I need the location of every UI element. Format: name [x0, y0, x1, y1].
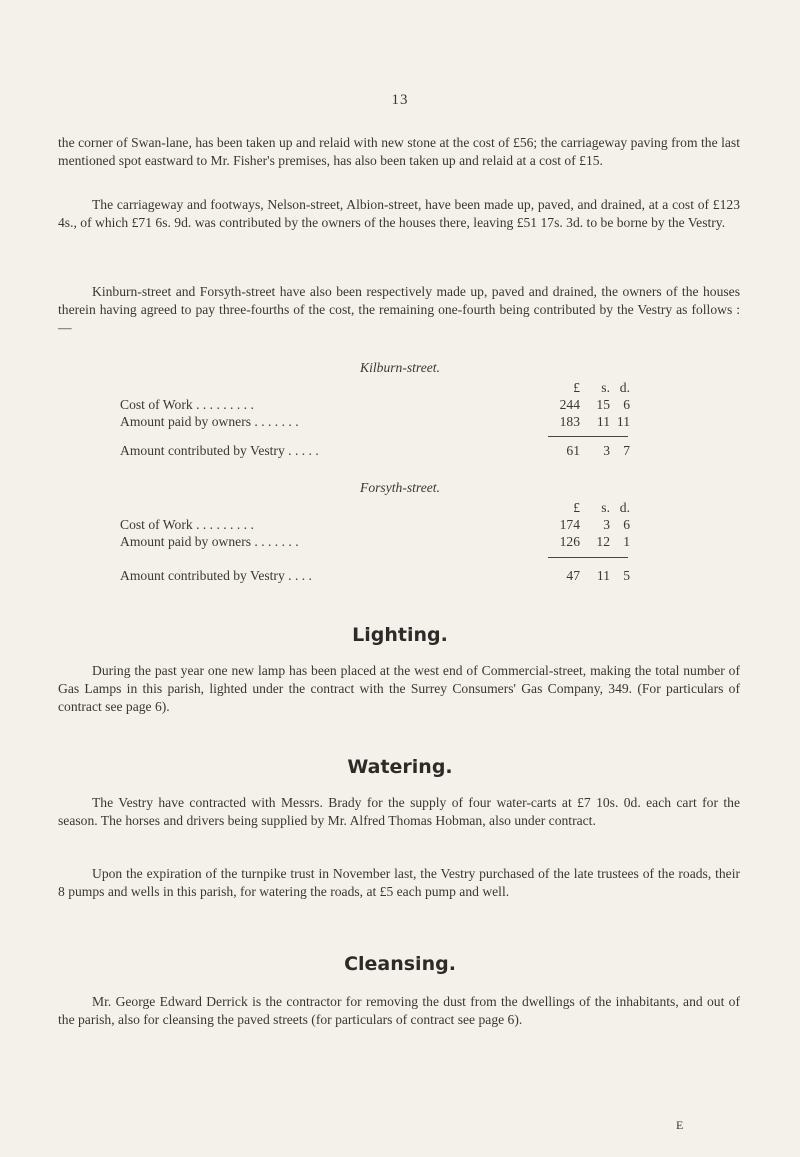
pence-value: 11 — [616, 414, 630, 429]
pence-header: d. — [619, 380, 630, 395]
shillings-header: s. — [601, 500, 610, 515]
cleansing-heading: Cleansing. — [344, 953, 456, 975]
paragraph-kinburn-forsyth: Kinburn-street and Forsyth-street have also been respectively made up, paved and drained, the owners of the houses therein having agreed to pay three-fourths of the cost, the remaining one-fourth being contributed by the Vestry as follows :— — [58, 284, 740, 335]
pounds-header: £ — [573, 500, 580, 515]
shillings-value: 12 — [596, 534, 610, 549]
kinburn-total-rule — [548, 436, 628, 437]
forsyth-row-owners — [120, 534, 640, 552]
row-label: Amount paid by owners . . . . . . . — [120, 414, 299, 429]
shillings-value: 3 — [603, 517, 610, 532]
pounds-value: 61 — [566, 443, 580, 458]
forsyth-column-headers — [120, 500, 640, 518]
shillings-value: 3 — [603, 443, 610, 458]
paragraph-swan-lane: the corner of Swan-lane, has been taken up and relaid with new stone at the cost of £56; the carriageway paving from the last mentioned spot eastward to Mr. Fisher's premises, has also been taken up and relaid at a cost of £15. — [58, 135, 740, 168]
row-label: Amount paid by owners . . . . . . . — [120, 534, 299, 549]
pounds-header: £ — [573, 380, 580, 395]
row-label: Amount contributed by Vestry . . . . . — [120, 443, 319, 458]
pence-header: d. — [619, 500, 630, 515]
forsyth-table-title: Forsyth-street. — [360, 480, 440, 495]
row-label: Amount contributed by Vestry . . . . — [120, 568, 312, 583]
page-number: 13 — [391, 92, 409, 108]
pounds-value: 244 — [559, 397, 580, 412]
paragraph-nelson-street: The carriageway and footways, Nelson-street, Albion-street, have been made up, paved, and drained, at a cost of £123 4s., of which £71 6s. 9d. was contributed by the owners of the houses there, leaving £51 17s. 3d. to be borne by the Vestry. — [58, 197, 740, 230]
lighting-heading: Lighting. — [352, 624, 448, 646]
shillings-value: 11 — [596, 414, 610, 429]
pence-value: 5 — [623, 568, 630, 583]
kinburn-row-owners — [120, 414, 640, 432]
kinburn-row-total — [120, 443, 640, 461]
pounds-value: 47 — [566, 568, 580, 583]
pence-value: 6 — [623, 397, 630, 412]
shillings-value: 11 — [596, 568, 610, 583]
pence-value: 1 — [623, 534, 630, 549]
forsyth-row-total — [120, 568, 640, 586]
kinburn-table-title: Kilburn-street. — [360, 360, 440, 375]
shillings-value: 15 — [596, 397, 610, 412]
forsyth-total-rule — [548, 557, 628, 558]
row-label: Cost of Work . . . . . . . . . — [120, 517, 254, 532]
watering-heading: Watering. — [347, 756, 453, 778]
shillings-header: s. — [601, 380, 610, 395]
forsyth-row-cost — [120, 517, 640, 535]
signature-mark: E — [676, 1118, 684, 1132]
lighting-paragraph: During the past year one new lamp has been placed at the west end of Commercial-street, making the total number of Gas Lamps in this parish, lighted under the contract with the Surrey Consumers' Gas Company, 349. (For particulars of contract see page 6). — [58, 663, 740, 714]
watering-paragraph-pumps: Upon the expiration of the turnpike trust in November last, the Vestry purchased of the late trustees of the roads, their 8 pumps and wells in this parish, for watering the roads, at £5 each pump and well. — [58, 866, 740, 899]
watering-paragraph-carts: The Vestry have contracted with Messrs. Brady for the supply of four water-carts at £7 10s. 0d. each cart for the season. The horses and drivers being supplied by Mr. Alfred Thomas Hobman, also under contract. — [58, 795, 740, 828]
pounds-value: 126 — [559, 534, 580, 549]
kinburn-row-cost — [120, 397, 640, 415]
pence-value: 7 — [623, 443, 630, 458]
pounds-value: 183 — [559, 414, 580, 429]
pence-value: 6 — [623, 517, 630, 532]
pounds-value: 174 — [559, 517, 580, 532]
cleansing-paragraph: Mr. George Edward Derrick is the contractor for removing the dust from the dwellings of the inhabitants, and out of the parish, also for cleansing the paved streets (for particulars of contract see page 6). — [58, 994, 740, 1027]
kinburn-column-headers — [120, 380, 640, 398]
row-label: Cost of Work . . . . . . . . . — [120, 397, 254, 412]
